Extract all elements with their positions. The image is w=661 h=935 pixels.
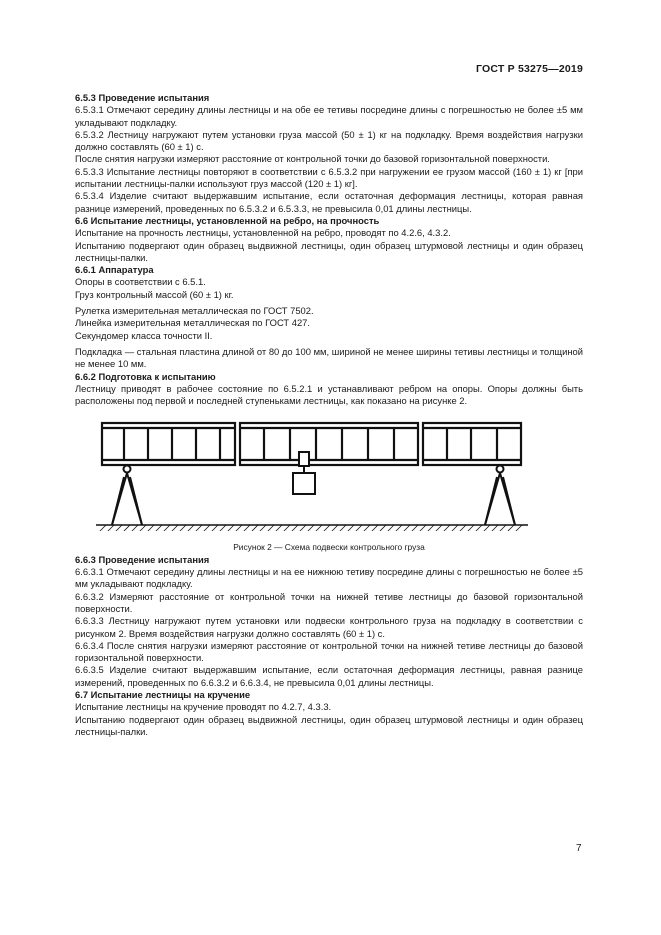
section-6-6-title: 6.6 Испытание лестницы, установленной на ребро, на прочность [75, 214, 380, 226]
list-item: Линейка измерительная металлическая по ГОСТ 427. [75, 317, 310, 329]
paragraph: Испытанию подвергают один образец выдвижной лестницы, один образец штурмовой лестницы и один образец лестницы-палки. [75, 713, 583, 737]
paragraph: 6.6.3.2 Измеряют расстояние от контрольной точки на нижней тетиве лестницы до базовой горизонтальной поверхности. [75, 590, 583, 614]
ladder-load-diagram [0, 417, 661, 541]
section-6-5-3-title: 6.5.3 Проведение испытания [75, 92, 210, 103]
support-right [485, 466, 515, 526]
figure-2 [0, 417, 661, 541]
paragraph: 6.5.3.2 Лестницу нагружают путем установки груза массой (50 ± 1) кг на подкладку. Время воздействия нагрузки должно составлять (60 ± 1) с. [75, 128, 583, 153]
list-item: Опоры в соответствии с 6.5.1. [75, 276, 206, 288]
page-number: 7 [576, 843, 582, 854]
control-load [293, 452, 315, 494]
section-6-7-title: 6.7 Испытание лестницы на кручение [75, 688, 251, 700]
paragraph: 6.6.3.3 Лестницу нагружают путем установки или подвески контрольного груза на подкладку в соответствии с рисунком 2. Время воздействия нагрузки должно составлять (60 ± 1) с. [75, 615, 583, 639]
list-item: Подкладка — стальная пластина длиной от 80 до 100 мм, шириной не менее ширины тетивы лестницы и толщиной не менее 10 мм. [75, 345, 583, 370]
list-item: Секундомер класса точности II. [75, 329, 213, 341]
list-item: Груз контрольный массой (60 ± 1) кг. [75, 288, 234, 300]
paragraph: 6.5.3.3 Испытание лестницы повторяют в соответствии с 6.5.3.2 при нагружении ее грузом массой (160 ± 1) кг [при испытании лестницы-палки используют груз массой (120 ± 1) кг]. [75, 165, 583, 190]
paragraph: 6.5.3.4 Изделие считают выдержавшим испытание, если остаточная деформация лестницы, которая равная разнице измерений, проведенных по 6.5.3.2 и 6.5.3.3, не превысила 0,01 длины лестницы. [75, 190, 583, 214]
ladder-segment-left [102, 423, 235, 465]
ground-hatching [100, 525, 522, 531]
document-header: ГОСТ Р 53275—2019 [475, 63, 583, 75]
section-6-6-2-title: 6.6.2 Подготовка к испытанию [75, 370, 216, 382]
paragraph: Испытание лестницы на кручение проводят по 4.2.7, 4.3.3. [75, 701, 332, 713]
paragraph: 6.6.3.5 Изделие считают выдержавшим испытание, если остаточная деформация лестницы, равная разнице измерений, проведенных по 6.6.3.2 и 6.6.3.4, не превысила 0,01 длины лестницы. [75, 664, 583, 688]
ladder-rungs [124, 428, 497, 460]
list-item: Рулетка измерительная металлическая по ГОСТ 7502. [75, 305, 314, 317]
figure-caption: Рисунок 2 — Схема подвески контрольного груза [233, 542, 425, 553]
ladder-segment-middle [240, 423, 418, 465]
section-6-6-3-title: 6.6.3 Проведение испытания [75, 553, 210, 565]
paragraph: После снятия нагрузки измеряют расстояние от контрольной точки до базовой горизонтальной поверхности. [75, 153, 550, 165]
paragraph: Лестницу приводят в рабочее состояние по 6.5.2.1 и устанавливают ребром на опоры. Опоры должны быть расположены под первой и последней ступеньками лестницы, как показано на рисунке 2. [75, 382, 583, 407]
section-6-6-1-title: 6.6.1 Аппаратура [75, 264, 154, 276]
paragraph: 6.6.3.4 После снятия нагрузки измеряют расстояние от контрольной точки на нижней тетиве лестницы до базовой горизонтальной поверхности. [75, 639, 583, 664]
paragraph: 6.6.3.1 Отмечают середину длины лестницы и на ее нижнюю тетиву посредине длины с погрешностью не более ±5 мм укладывают подкладку. [75, 566, 583, 590]
page-content [75, 92, 583, 738]
support-left [112, 466, 142, 526]
paragraph: 6.5.3.1 Отмечают середину длины лестницы и на обе ее тетивы посредине длины с погрешностью не более ±5 мм укладывают подкладку. [75, 104, 583, 128]
paragraph: Испытанию подвергают один образец выдвижной лестницы, один образец штурмовой лестницы и один образец лестницы-палки. [75, 239, 583, 263]
paragraph: Испытание на прочность лестницы, установленной на ребро, проводят по 4.2.6, 4.3.2. [75, 227, 451, 239]
